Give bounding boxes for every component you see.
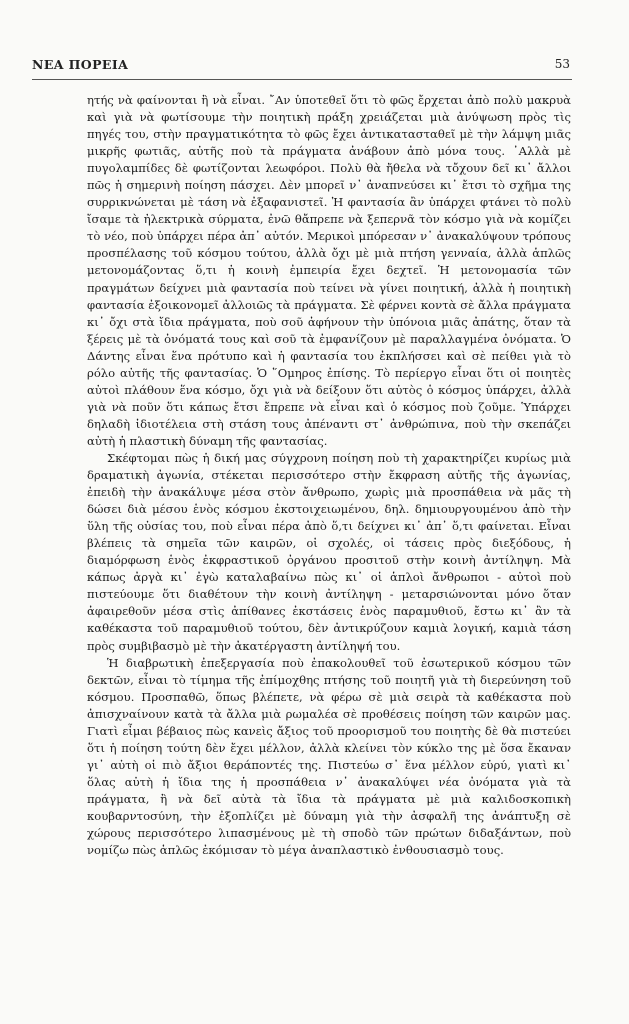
header-rule <box>32 79 572 80</box>
article-body <box>87 92 571 859</box>
paragraph-2: Σκέφτομαι πὼς ἡ δική μας σύγχρονη ποίηση ποὺ τὴ χαρακτηρίζει κυρίως μιὰ δραματικὴ ἀγωνία, στέκεται περισσότερο στὴν ἔκφραση αὐτῆς τῆς ἀγωνίας, ἐπειδὴ τὴν ἀνακάλυψε μέσα στὸν ἄνθρωπο, χωρὶς μιὰ προσπάθεια νὰ μᾶς τὴ δώσει διὰ μέσου ἑνὸς κόσμου ἐκστοιχειωμένου, δηλ. δημιουργουμένου ἀπὸ τὴν ὕλη τῆς οὐσίας του, ποὺ εἶναι πέρα ἀπὸ ὅ,τι δείχνει κι᾽ ἀπ᾽ ὅ,τι φαίνεται. Εἶναι βλέπεις τὰ σημεῖα τῶν καιρῶν, οἱ σχολές, οἱ τάσεις πρὸς διεξόδους, ἡ διαμόρφωση ἑνὸς ἐκφραστικοῦ ὀργάνου προσιτοῦ στὴν κοινὴ ἀντίληψη. Μὰ κάπως ἀργὰ κι᾽ ἐγὼ καταλαβαίνω πὼς κι᾽ οἱ ἁπλοὶ ἄνθρωποι - αὐτοὶ ποὺ πιστεύουμε ὅτι διαθέτουν τὴν κοινὴ ἀντίληψη - μεταρσιώνονται μόνο ὅταν ἀφαιρεθοῦν μέσα στὶς ἀπίθανες ἐκστάσεις ἑνὸς παραμυθιοῦ, ἔστω κι᾽ ἂν τὰ καθέκαστα τοῦ παραμυθιοῦ τούτου, δὲν ἀντικρύζουν καμιὰ λογική, καμιὰ τάση πρὸς συμβιβασμὸ μὲ τὴν ἀκατέργαστη ἀντίληψή του. <box>87 450 571 653</box>
paragraph-3: Ἡ διαβρωτικὴ ἐπεξεργασία ποὺ ἐπακολουθεῖ τοῦ ἐσωτερικοῦ κόσμου τῶν δεκτῶν, εἶναι τὸ τίμημα τῆς ἐπίμοχθης πτήσης τοῦ ποιητῆ γιὰ τὴ διερεύνηση τοῦ κόσμου. Προσπαθῶ, ὅπως βλέπετε, νὰ φέρω σὲ μιὰ σειρὰ τὰ καθέκαστα ποὺ ἀπισχναίνουν κατὰ τὰ ἄλλα μιὰ ρωμαλέα σὲ προθέσεις ποίηση τῶν καιρῶν μας. Γιατὶ εἶμαι βέβαιος πὼς κανεὶς ἄξιος τοῦ προορισμοῦ του ποιητὴς δὲ θὰ πιστεύει ὅτι ἡ ποίηση τούτη δὲν ἔχει μέλλον, ἀλλὰ κλείνει τὸν κύκλο της μὲ ὅσα ἔκαναν γι᾽ αὐτὴ οἱ πιὸ ἄξιοι θεράποντές της. Πιστεύω σ᾽ ἕνα μέλλον εὐρύ, γιατὶ κι᾽ ὅλας αὐτὴ ἡ ἴδια της ἡ προσπάθεια ν᾽ ἀνακαλύψει νέα ὀνόματα γιὰ τὰ πράγματα, ἢ νὰ δεῖ αὐτὰ τὰ ἴδια τὰ πράγματα μὲ μιὰ καλιδοσκοπικὴ κουβαρντοσύνη, τὴν ἐξοπλίζει μὲ δύναμη γιὰ τὴν ἀσφαλῆ της ἀνάπτυξη σὲ χώρους περισσότερο λιπασμένους μὲ τὴ σποδὸ τῶν πρώτων διδαξάντων, ποὺ νομίζω πὼς ἁπλῶς ἐκόμισαν τὸ μέγα ἀναπλαστικὸ ἐνθουσιασμὸ τους. <box>87 655 571 858</box>
journal-title: ΝΕΑ ΠΟΡΕΙΑ <box>32 57 129 72</box>
running-head <box>32 56 570 78</box>
paragraph-1: ητής νὰ φαίνονται ἢ νὰ εἶναι. ῎Αν ὑποτεθεῖ ὅτι τὸ φῶς ἔρχεται ἀπὸ πολὺ μακρυὰ καὶ γιὰ νὰ φωτίσουμε τὴν ποιητικὴ πράξη χρειάζεται μιὰ ἀνύψωση πρὸς τὶς πηγές του, στὴν πραγματικότητα τὸ φῶς ἔχει ἀντικατασταθεῖ μὲ τὴν λάμψη μιᾶς μικρῆς φωτιᾶς, αὐτῆς ποὺ τὰ πράγματα ἀνάβουν ἀπὸ μόνα τους. ᾽Αλλὰ μὲ πυγολαμπίδες δὲ φωτίζονται λεωφόροι. Πολὺ θὰ ἤθελα νὰ τὄχουν δεῖ κι᾽ ἄλλοι πῶς ἡ σημερινὴ ποίηση πάσχει. Δὲν μπορεῖ ν᾽ ἀναπνεύσει κι᾽ ἔτσι τὸ σχῆμα της συρρικνώνεται μὲ τάση νὰ ἐξαφανιστεῖ. Ἡ φαντασία ἂν ὑπάρχει φτάνει τὸ πολὺ ἴσαμε τὰ ἠλεκτρικὰ σύρματα, ἐνῶ θἄπρεπε νὰ ξεπερνᾶ τὸν κόσμο γιὰ νὰ κομίζει τὸ νέο, ποὺ ὑπάρχει πέρα ἀπ᾽ αὐτόν. Μερικοὶ μπόρεσαν ν᾽ ἀνακαλύψουν τρόπους προσπέλασης τοῦ κόσμου τούτου, ἀλλὰ ὄχι μὲ μιὰ πτήση γενναία, ἀλλὰ ἁπλῶς μετονομάζοντας ὅ,τι ἡ κοινὴ ἐμπειρία ἔχει δεχτεῖ. Ἡ μετονομασία τῶν πραγμάτων δείχνει μιὰ φαντασία ποὺ τείνει νὰ γίνει ποιητική, ἀλλὰ ἡ ποιητικὴ φαντασία ἐξοικονομεῖ ἀλλοιῶς τὰ πράγματα. Σὲ φέρνει κοντὰ σὲ ἄλλα πράγματα κι᾽ ὄχι στὰ ἴδια πράγματα, ποὺ σοῦ ἀφήνουν τὴν ὑπόνοια μιᾶς ἀπάτης, ὅταν τὰ ξέρεις μὲ τὰ ὀνόματά τους καὶ σοῦ τὰ ἐμφανίζουν μὲ παραλλαγμένα ὀνόματα. Ὁ Δάντης εἶναι ἕνα πρότυπο καὶ ἡ φαντασία του ἐκπλήσσει καὶ σὲ πείθει γιὰ τὸ ρόλο αὐτῆς τῆς φαντασίας. Ὁ ῞Ομηρος ἐπίσης. Τὸ περίεργο εἶναι ὅτι οἱ ποιητὲς αὐτοὶ πλάθουν ἕνα κόσμο, ὄχι γιὰ νὰ δείξουν ὅτι αὐτὸς ὁ κόσμος ὑπάρχει, ἀλλὰ γιὰ νὰ ποῦν ὅτι κάπως ἔτσι ἔπρεπε νὰ εἶναι καὶ ὁ κόσμος ποὺ ζοῦμε. Ὑπάρχει δηλαδὴ ἰδιοτέλεια στὴ στάση τους ἀπέναντι στ᾽ ἀνθρώπινα, ποὺ τὴν σκεπάζει αὐτὴ ἡ πλαστικὴ δύναμη τῆς φαντασίας. <box>87 93 572 448</box>
page-number: 53 <box>554 57 570 71</box>
